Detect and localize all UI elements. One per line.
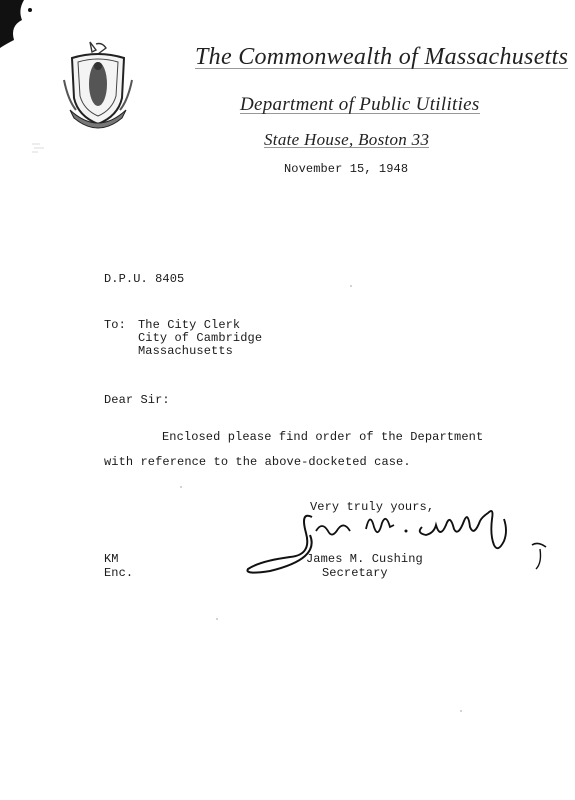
recipient-line-1: The City Clerk (138, 318, 241, 332)
enclosure-note: Enc. (104, 566, 134, 580)
to-label: To: (104, 318, 126, 332)
typist-initials: KM (104, 552, 119, 566)
handwritten-signature (240, 505, 560, 585)
paper-speck (180, 486, 182, 488)
docket-number: D.P.U. 8405 (104, 272, 185, 286)
letterhead-address: State House, Boston 33 (264, 130, 430, 149)
state-seal-icon (62, 40, 134, 132)
letter-date: November 15, 1948 (284, 162, 409, 176)
body-line-2: with reference to the above-docketed case. (104, 455, 411, 469)
closing: Very truly yours, (310, 500, 435, 514)
recipient-line-2: City of Cambridge (138, 331, 263, 345)
paper-blemish (30, 140, 52, 156)
paper-speck (350, 285, 352, 287)
letterhead-department: Department of Public Utilities (240, 94, 480, 115)
signer-title: Secretary (322, 566, 388, 580)
signer-name: James M. Cushing (306, 552, 423, 566)
letterhead-commonwealth: The Commonwealth of Massachusetts (195, 44, 569, 70)
paper-speck (216, 618, 218, 620)
salutation: Dear Sir: (104, 393, 170, 407)
recipient-line-3: Massachusetts (138, 344, 233, 358)
paper-speck (460, 710, 462, 712)
corner-ink-mark (0, 0, 34, 48)
body-line-1: Enclosed please find order of the Department (162, 430, 484, 444)
